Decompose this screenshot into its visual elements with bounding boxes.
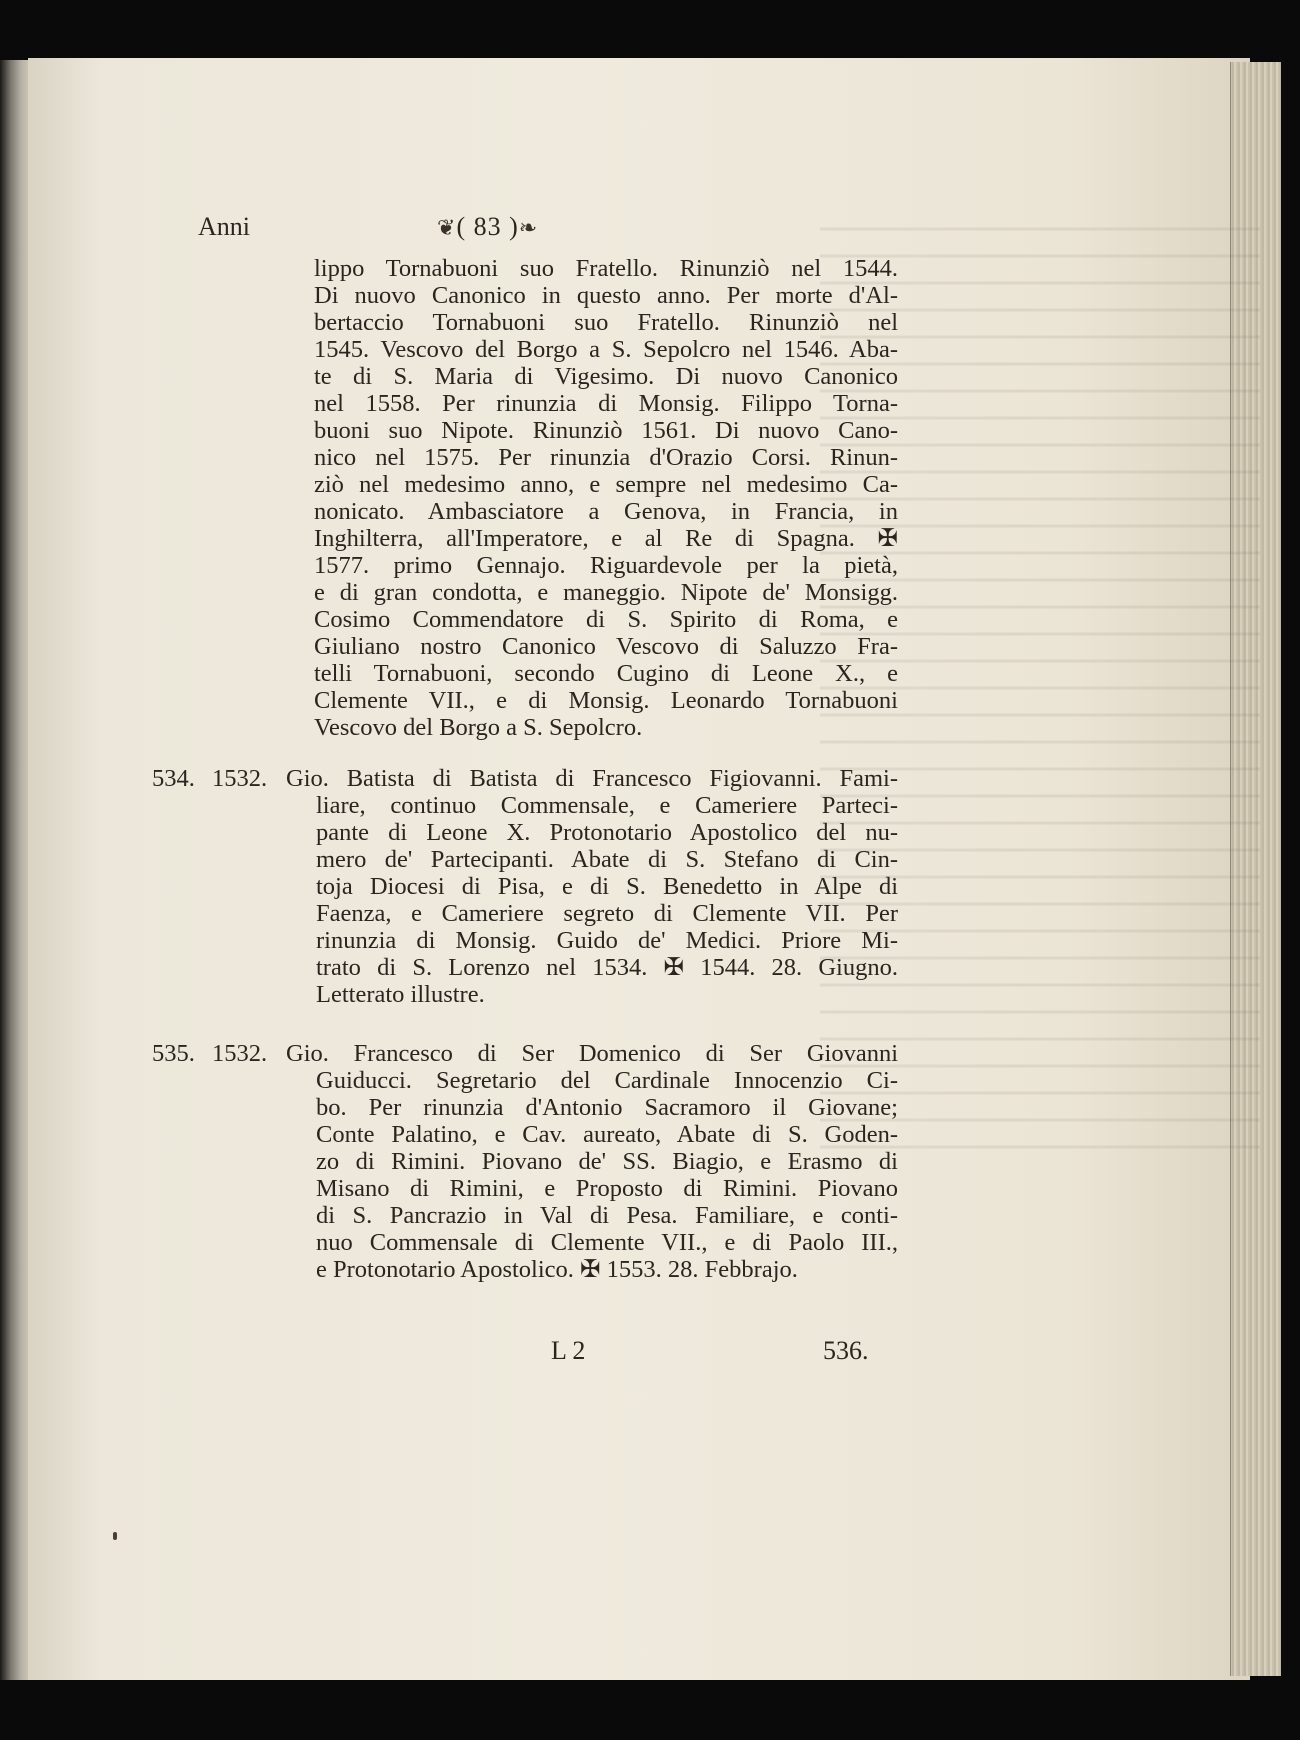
text-line: trato di S. Lorenzo nel 1534. ✠ 1544. 28. Giugno. bbox=[316, 954, 898, 981]
text-line: Misano di Rimini, e Proposto di Rimini. Piovano bbox=[316, 1175, 898, 1202]
text-line: bertaccio Tornabuoni suo Fratello. Rinunziò nel bbox=[314, 309, 898, 336]
continuation-paragraph bbox=[314, 255, 898, 741]
signature-mark: L 2 bbox=[551, 1336, 586, 1365]
text-line: Faenza, e Cameriere segreto di Clemente VII. Per bbox=[316, 900, 898, 927]
text-line: liare, continuo Commensale, e Cameriere Parteci- bbox=[316, 792, 898, 819]
catchword: 536. bbox=[823, 1336, 869, 1365]
text-line: nico nel 1575. Per rinunzia d'Orazio Corsi. Rinun- bbox=[314, 444, 898, 471]
book-spine-shadow bbox=[0, 60, 30, 1680]
text-line: di S. Pancrazio in Val di Pesa. Familiare, e conti- bbox=[316, 1202, 898, 1229]
text-line: nel 1558. Per rinunzia di Monsig. Filippo Torna- bbox=[314, 390, 898, 417]
text-line: e di gran condotta, e maneggio. Nipote de' Monsigg. bbox=[314, 579, 898, 606]
text-line: 1545. Vescovo del Borgo a S. Sepolcro nel 1546. Aba- bbox=[314, 336, 898, 363]
text-line: Vescovo del Borgo a S. Sepolcro. bbox=[314, 714, 643, 741]
text-line: telli Tornabuoni, secondo Cugino di Leone X., e bbox=[314, 660, 898, 687]
page-number-header: ❦( 83 )❧ bbox=[437, 212, 539, 241]
ornament-left-icon: ❦ bbox=[437, 215, 457, 240]
text-line: Clemente VII., e di Monsig. Leonardo Tornabuoni bbox=[314, 687, 898, 714]
text-line: Inghilterra, all'Imperatore, e al Re di Spagna. ✠ bbox=[314, 525, 898, 552]
running-head-anni: Anni bbox=[198, 212, 250, 241]
entry-year-534: 1532. bbox=[212, 765, 268, 792]
entry-year-535: 1532. bbox=[212, 1040, 268, 1067]
text-line: Gio. Francesco di Ser Domenico di Ser Giovanni bbox=[286, 1040, 898, 1067]
text-line: Letterato illustre. bbox=[316, 981, 485, 1008]
text-line: ziò nel medesimo anno, e sempre nel medesimo Ca- bbox=[314, 471, 898, 498]
text-line: lippo Tornabuoni suo Fratello. Rinunziò nel 1544. bbox=[314, 255, 898, 282]
text-line: te di S. Maria di Vigesimo. Di nuovo Canonico bbox=[314, 363, 898, 390]
text-line: Di nuovo Canonico in questo anno. Per morte d'Al- bbox=[314, 282, 898, 309]
text-line: pante di Leone X. Protonotario Apostolico del nu- bbox=[316, 819, 898, 846]
entry-535-paragraph bbox=[286, 1040, 898, 1283]
entry-number-535: 535. bbox=[152, 1040, 195, 1067]
text-line: Conte Palatino, e Cav. aureato, Abate di S. Goden- bbox=[316, 1121, 898, 1148]
text-line: 1577. primo Gennajo. Riguardevole per la pietà, bbox=[314, 552, 898, 579]
text-line: Guiducci. Segretario del Cardinale Innocenzio Ci- bbox=[316, 1067, 898, 1094]
ink-speck bbox=[113, 1532, 117, 1540]
text-line: mero de' Partecipanti. Abate di S. Stefano di Cin- bbox=[316, 846, 898, 873]
text-line: nuo Commensale di Clemente VII., e di Paolo III., bbox=[316, 1229, 898, 1256]
entry-534-paragraph bbox=[286, 765, 898, 1008]
text-line: nonicato. Ambasciatore a Genova, in Francia, in bbox=[314, 498, 898, 525]
text-line: zo di Rimini. Piovano de' SS. Biagio, e Erasmo di bbox=[316, 1148, 898, 1175]
text-line: Cosimo Commendatore di S. Spirito di Roma, e bbox=[314, 606, 898, 633]
text-line: buoni suo Nipote. Rinunziò 1561. Di nuovo Cano- bbox=[314, 417, 898, 444]
text-line: e Protonotario Apostolico. ✠ 1553. 28. Febbrajo. bbox=[316, 1256, 798, 1283]
page-edges bbox=[1230, 62, 1281, 1676]
entry-number-534: 534. bbox=[152, 765, 195, 792]
text-line: bo. Per rinunzia d'Antonio Sacramoro il Giovane; bbox=[316, 1094, 898, 1121]
text-line: toja Diocesi di Pisa, e di S. Benedetto in Alpe di bbox=[316, 873, 898, 900]
ornament-right-icon: ❧ bbox=[518, 215, 539, 240]
text-line: Gio. Batista di Batista di Francesco Figiovanni. Fami- bbox=[286, 765, 898, 792]
text-line: rinunzia di Monsig. Guido de' Medici. Priore Mi- bbox=[316, 927, 898, 954]
page-number: 83 bbox=[473, 212, 502, 241]
text-line: Giuliano nostro Canonico Vescovo di Saluzzo Fra- bbox=[314, 633, 898, 660]
